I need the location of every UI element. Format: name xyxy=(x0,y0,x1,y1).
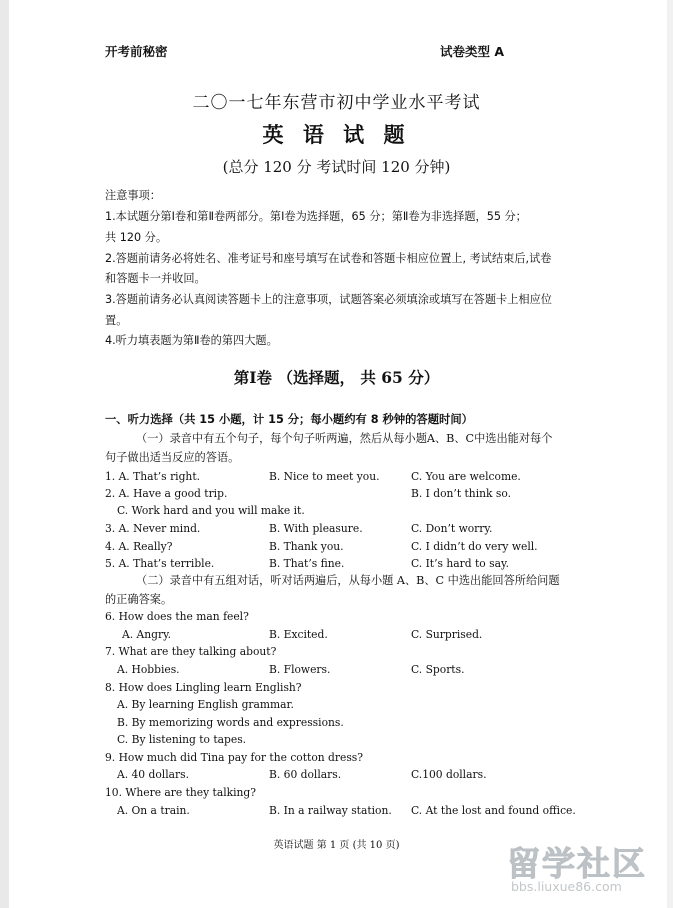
notes-heading: 注意事项： xyxy=(105,189,161,202)
note-line: 和答题卡一并收回。 xyxy=(105,272,206,285)
q8-option-a: A. By learning English grammar. xyxy=(117,698,294,711)
note-line: 3.答题前请务必认真阅读答题卡上的注意事项，试题答案必须填涂或填写在答题卡上相应位 xyxy=(105,293,552,306)
note-line: 共 120 分。 xyxy=(105,231,168,244)
instruction-line: （一）录音中有五个句子，每个句子听两遍，然后从每小题A、B、C中选出能对每个 xyxy=(136,432,553,445)
q10-option-b: B. In a railway station. xyxy=(269,804,392,817)
q1-option-c: C. You are welcome. xyxy=(411,470,521,483)
q7-option-c: C. Sports. xyxy=(411,663,465,676)
q5-option-a: 5. A. That’s terrible. xyxy=(105,557,215,570)
site-watermark xyxy=(503,838,668,900)
exam-title: 二〇一七年东营市初中学业水平考试 xyxy=(192,93,481,113)
instruction-line: 句子做出适当反应的答语。 xyxy=(105,451,240,464)
q1-option-b: B. Nice to meet you. xyxy=(269,470,380,483)
q7-stem: 7. What are they talking about? xyxy=(105,645,277,658)
instruction-line: 的正确答案。 xyxy=(105,593,173,606)
page-footer: 英语试题 第 1 页 (共 10 页) xyxy=(273,840,400,851)
note-line: 置。 xyxy=(105,314,128,327)
q6-option-c: C. Surprised. xyxy=(411,628,483,641)
q1-option-a: 1. A. That’s right. xyxy=(105,470,201,483)
watermark-logo-text: 留学社区 xyxy=(507,844,647,883)
q2-option-b: B. I don’t think so. xyxy=(411,487,511,500)
q3-option-b: B. With pleasure. xyxy=(269,522,363,535)
q6-option-a: A. Angry. xyxy=(122,628,172,641)
q5-option-c: C. It’s hard to say. xyxy=(411,557,509,570)
q7-option-b: B. Flowers. xyxy=(269,663,331,676)
q6-option-b: B. Excited. xyxy=(269,628,328,641)
q9-option-b: B. 60 dollars. xyxy=(269,768,342,781)
q10-option-c: C. At the lost and found office. xyxy=(411,804,576,817)
part-one-title: 第Ⅰ卷 （选择题， 共 65 分） xyxy=(233,368,440,387)
note-line: 1.本试题分第Ⅰ卷和第Ⅱ卷两部分。第Ⅰ卷为选择题，65 分；第Ⅱ卷为非选择题，55 分； xyxy=(105,210,527,223)
q5-option-b: B. That’s fine. xyxy=(269,557,345,570)
score-time-line: (总分 120 分 考试时间 120 分钟) xyxy=(222,158,451,176)
q4-option-c: C. I didn’t do very well. xyxy=(411,540,538,553)
subject-title: 英 语 试 题 xyxy=(262,123,411,147)
note-line: 2.答题前请务必将姓名、准考证号和座号填写在试卷和答题卡相应位置上, 考试结束后,试卷 xyxy=(105,252,552,265)
q9-option-c: C.100 dollars. xyxy=(411,768,487,781)
section-title: 一、听力选择（共 15 小题，计 15 分；每小题约有 8 秒钟的答题时间） xyxy=(105,413,473,426)
q8-option-b: B. By memorizing words and expressions. xyxy=(117,716,344,729)
q4-option-a: 4. A. Really? xyxy=(105,540,173,553)
q7-option-a: A. Hobbies. xyxy=(117,663,180,676)
q4-option-b: B. Thank you. xyxy=(269,540,344,553)
watermark-url: bbs.liuxue86.com xyxy=(511,879,622,894)
q2-option-a: 2. A. Have a good trip. xyxy=(105,487,228,500)
q6-stem: 6. How does the man feel? xyxy=(105,610,249,623)
q3-option-c: C. Don’t worry. xyxy=(411,522,493,535)
q8-option-c: C. By listening to tapes. xyxy=(117,733,247,746)
q3-option-a: 3. A. Never mind. xyxy=(105,522,201,535)
q2-option-c: C. Work hard and you will make it. xyxy=(117,504,305,517)
q10-option-a: A. On a train. xyxy=(117,804,190,817)
q9-stem: 9. How much did Tina pay for the cotton dress? xyxy=(105,751,364,764)
note-line: 4.听力填表题为第Ⅱ卷的第四大题。 xyxy=(105,334,278,347)
instruction-line: （二）录音中有五组对话，听对话两遍后，从每小题 A、B、C 中选出能回答所给问题 xyxy=(136,574,560,587)
q8-stem: 8. How does Lingling learn English? xyxy=(105,681,302,694)
confidential-label: 开考前秘密 xyxy=(105,44,168,59)
q9-option-a: A. 40 dollars. xyxy=(117,768,189,781)
q10-stem: 10. Where are they talking? xyxy=(105,786,256,799)
paper-type-label: 试卷类型 A xyxy=(440,44,505,59)
